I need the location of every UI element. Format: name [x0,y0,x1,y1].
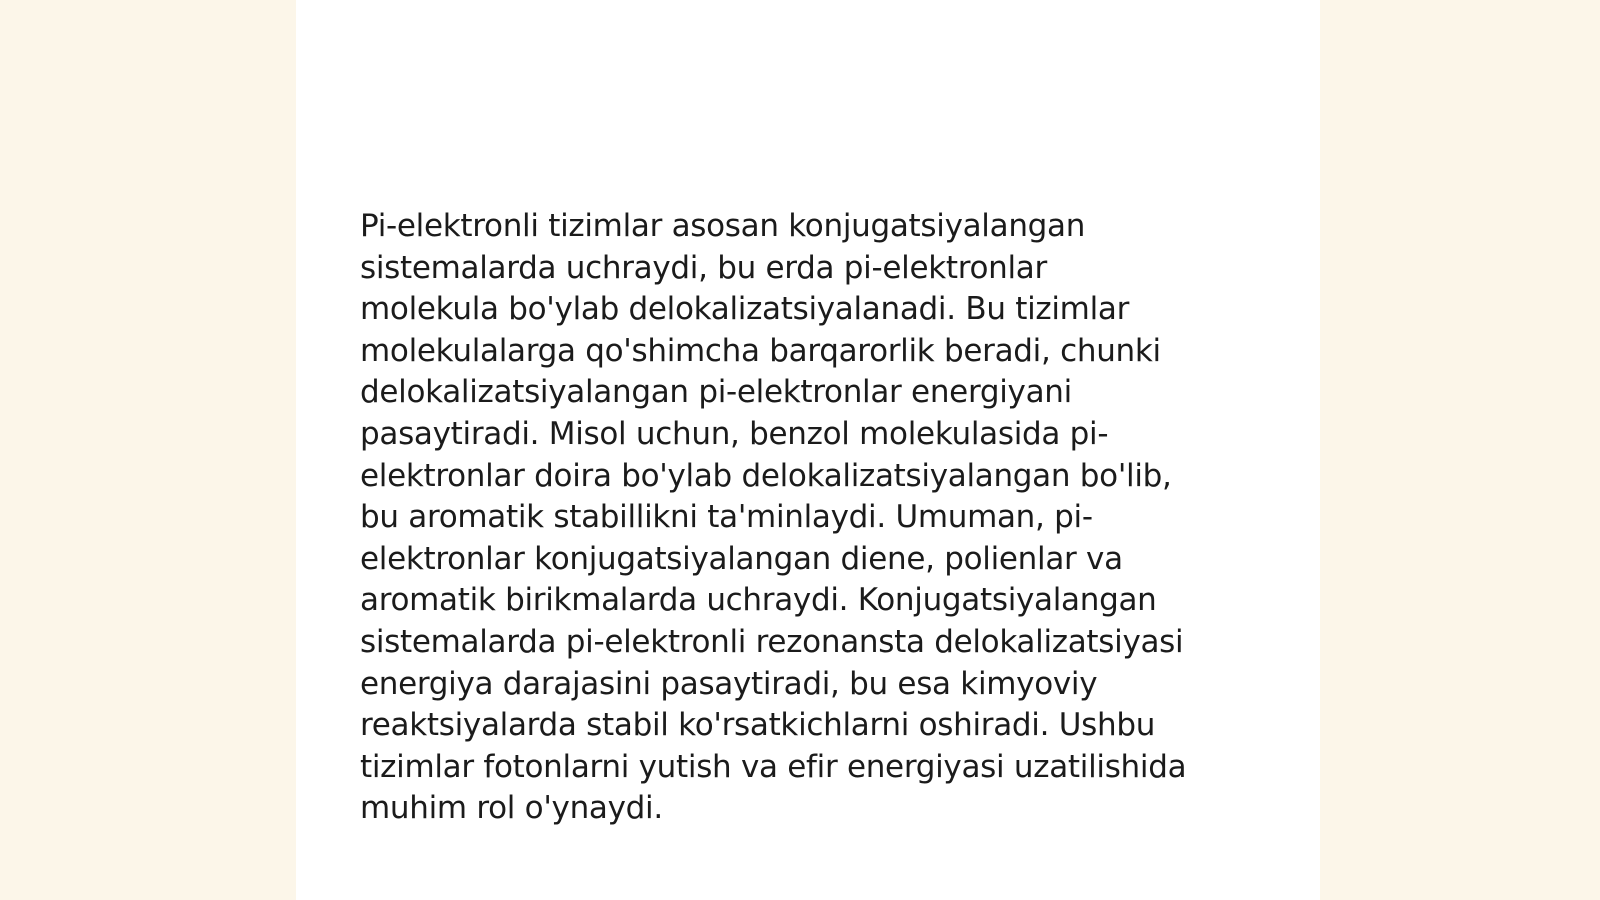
paragraph-line: delokalizatsiyalangan pi-elektronlar energiyani [360,374,1072,411]
paragraph-line: molekula bo'ylab delokalizatsiyalanadi. Bu tizimlar [360,291,1130,328]
paragraph-line: sistemalarda uchraydi, bu erda pi-elektronlar [360,249,1047,286]
paragraph-line: sistemalarda pi-elektronli rezonansta delokalizatsiyasi [360,623,1184,660]
paragraph-line: energiya darajasini pasaytiradi, bu esa kimyoviy [360,665,1098,702]
body-paragraph [360,206,1260,830]
paragraph-line: aromatik birikmalarda uchraydi. Konjugatsiyalangan [360,582,1157,619]
paragraph-line: elektronlar konjugatsiyalangan diene, polienlar va [360,540,1123,577]
paragraph-line: elektronlar doira bo'ylab delokalizatsiyalangan bo'lib, [360,457,1172,494]
paragraph-line: Pi-elektronli tizimlar asosan konjugatsiyalangan [360,208,1086,244]
paragraph-line: tizimlar fotonlarni yutish va efir energiyasi uzatilishida [360,748,1187,785]
paragraph-line: reaktsiyalarda stabil ko'rsatkichlarni oshiradi. Ushbu [360,707,1156,744]
paragraph-line: bu aromatik stabillikni ta'minlaydi. Umuman, pi- [360,499,1093,536]
paragraph-line: pasaytiradi. Misol uchun, benzol molekulasida pi- [360,415,1109,452]
paragraph-line: molekulalarga qo'shimcha barqarorlik beradi, chunki [360,332,1161,369]
paragraph-line: muhim rol o'ynaydi. [360,790,663,827]
